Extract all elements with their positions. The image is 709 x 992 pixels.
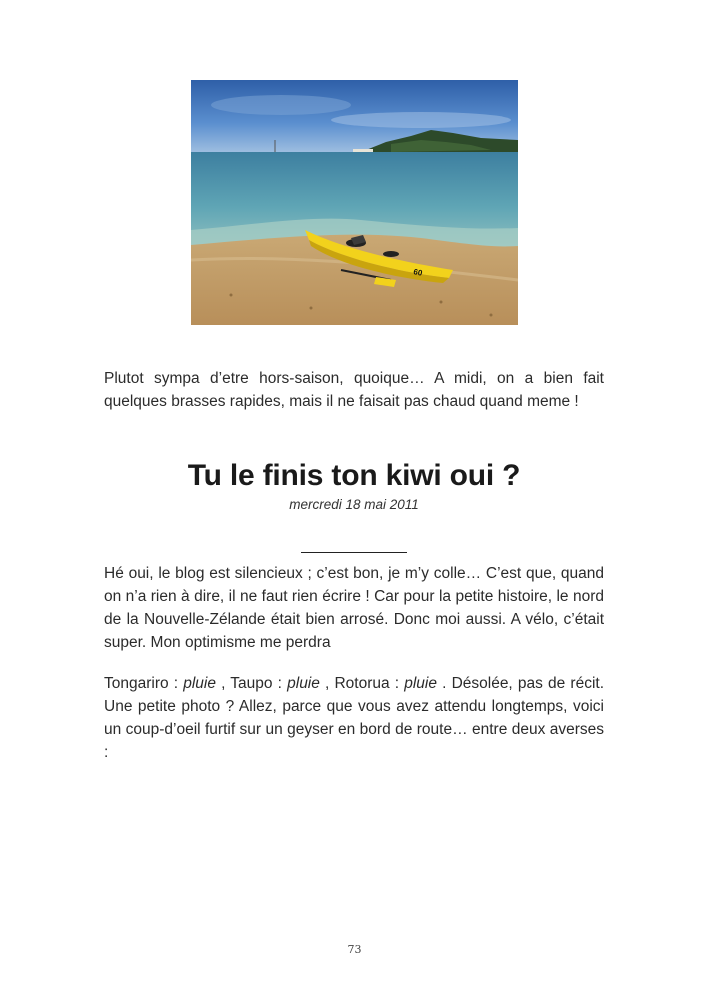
place-tongariro: Tongariro : [104,675,184,692]
page-number: 73 [347,943,362,956]
weather-tongariro: pluie [183,675,216,692]
beach-kayak-illustration [191,80,518,325]
weather-taupo: pluie [287,675,320,692]
post-title: Tu le finis ton kiwi oui ? [187,459,521,492]
weather-rotorua: pluie [404,675,437,692]
separator-rule [301,552,407,553]
place-rotorua: , Rotorua : [319,675,405,692]
beach-kayak-photo [191,80,518,325]
post-paragraph-1: Hé oui, le blog est silencieux ; c’est bon, je m’y colle… C’est que, quand on n’a rien à dire, il ne faut rien écrire ! Car pour la petite histoire, le nord de la Nouvelle-Zélande était bien arrosé. Donc moi aussi. A vélo, c’était super. Mon optimisme me perdra [104,565,604,651]
svg-text:60: 60 [412,267,424,278]
paragraph-rest: . Désolée, pas de récit. Une petite photo ? Allez, parce que vous avez attendu longtemps, voici un coup-d’oeil furtif sur un geyser en bord de route… entre deux averses : [104,675,604,761]
post-date: mercredi 18 mai 2011 [289,497,419,512]
intro-paragraph: Plutot sympa d’etre hors-saison, quoique… A midi, on a bien fait quelques brasses rapides, mais il ne faisait pas chaud quand meme ! [104,370,604,410]
post-paragraph-2 [104,672,604,764]
place-taupo: , Taupo : [215,675,288,692]
